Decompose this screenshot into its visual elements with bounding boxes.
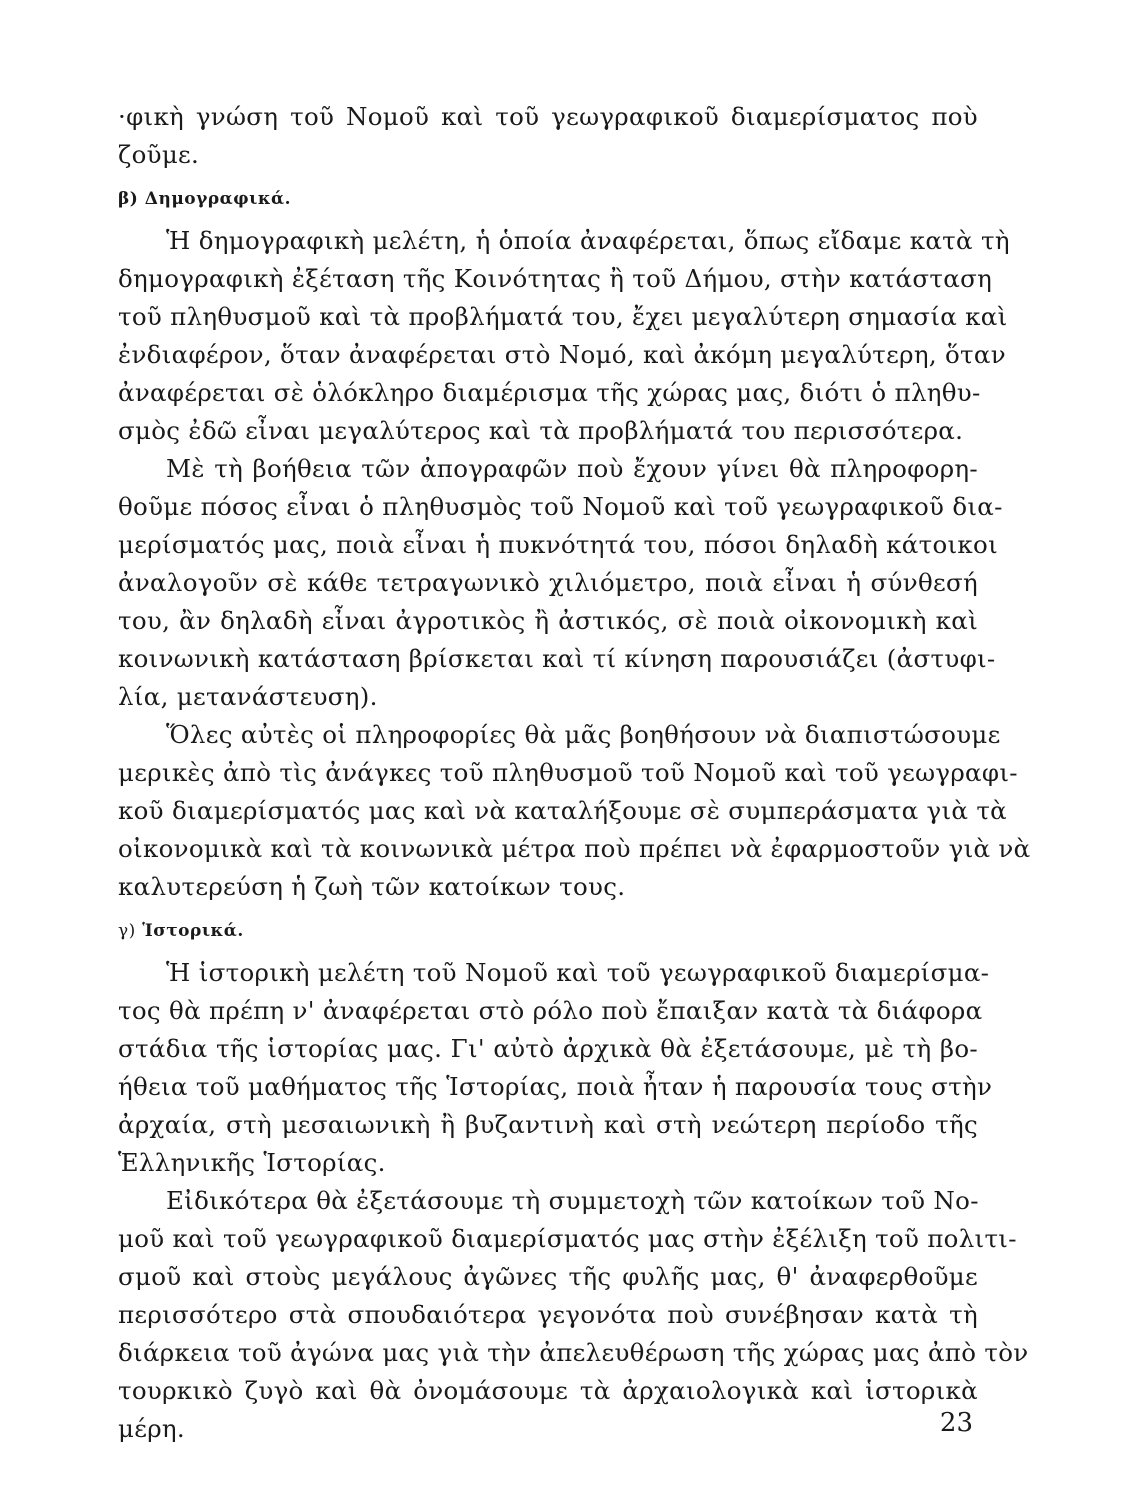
text-line: κοινωνικὴ κατάσταση βρίσκεται καὶ τί κίνηση παρουσιάζει (ἀστυφι- — [118, 644, 996, 673]
text-line: θοῦμε πόσος εἶναι ὁ πληθυσμὸς τοῦ Νομοῦ καὶ τοῦ γεωγραφικοῦ δια- — [118, 492, 1003, 521]
paragraph — [118, 1182, 1029, 1448]
section-heading-history — [118, 916, 978, 946]
text-line: τοῦ πληθυσμοῦ καὶ τὰ προβλήματά του, ἔχει μεγαλύτερη σημασία καὶ — [118, 302, 1008, 331]
page-body — [118, 98, 1031, 1448]
intro-paragraph — [118, 98, 978, 174]
page-number: 23 — [939, 1408, 973, 1438]
section-title: Δημογραφικά. — [144, 189, 292, 209]
paragraph — [118, 450, 1003, 716]
paragraph — [118, 954, 993, 1182]
text-line: ἀναφέρεται σὲ ὁλόκληρο διαμέρισμα τῆς χώρας μας, διότι ὁ πληθυ- — [118, 378, 981, 407]
section-label: γ) — [118, 921, 136, 941]
text-line: κοῦ διαμερίσματός μας καὶ νὰ καταλήξουμε σὲ συμπεράσματα γιὰ τὰ — [118, 796, 1008, 825]
section-label: β) — [118, 189, 139, 209]
text-line: στάδια τῆς ἱστορίας μας. Γι' αὐτὸ ἀρχικὰ θὰ ἐξετάσουμε, μὲ τὴ βο- — [118, 1034, 978, 1063]
text-line: μερικὲς ἀπὸ τὶς ἀνάγκες τοῦ πληθυσμοῦ τοῦ Νομοῦ καὶ τοῦ γεωγραφι- — [118, 758, 1018, 787]
text-line: μερίσματός μας, ποιὰ εἶναι ἡ πυκνότητά του, πόσοι δηλαδὴ κάτοικοι — [118, 530, 999, 559]
text-line: λία, μετανάστευση). — [118, 682, 378, 711]
text-line: ἀρχαία, στὴ μεσαιωνικὴ ἢ βυζαντινὴ καὶ στὴ νεώτερη περίοδο τῆς — [118, 1110, 978, 1139]
text-line: οἰκονομικὰ καὶ τὰ κοινωνικὰ μέτρα ποὺ πρέπει νὰ ἐφαρμοστοῦν γιὰ νὰ — [118, 834, 1031, 863]
text-line: μοῦ καὶ τοῦ γεωγραφικοῦ διαμερίσματός μας στὴν ἐξέλιξη τοῦ πολιτι- — [118, 1224, 1017, 1253]
paragraph — [118, 222, 1010, 450]
text-line: τουρκικὸ ζυγὸ καὶ θὰ ὀνομάσουμε τὰ ἀρχαιολογικὰ καὶ ἱστορικὰ — [118, 1376, 978, 1405]
text-line: Ἑλληνικῆς Ἱστορίας. — [118, 1148, 386, 1177]
section-heading-demographics — [118, 184, 978, 214]
text-line: ήθεια τοῦ μαθήματος τῆς Ἱστορίας, ποιὰ ἦταν ἡ παρουσία τους στὴν — [118, 1072, 993, 1101]
text-line: περισσότερο στὰ σπουδαιότερα γεγονότα ποὺ συνέβησαν κατὰ τὴ — [118, 1300, 978, 1329]
text-line: δημογραφικὴ ἐξέταση τῆς Κοινότητας ἢ τοῦ Δήμου, στὴν κατάσταση — [118, 264, 993, 293]
text-line: Μὲ τὴ βοήθεια τῶν ἀπογραφῶν ποὺ ἔχουν γίνει θὰ πληροφορη- — [166, 454, 978, 483]
text-line: καλυτερεύση ἡ ζωὴ τῶν κατοίκων τους. — [118, 872, 626, 901]
text-line: ζοῦμε. — [118, 140, 200, 169]
text-line: Ὅλες αὐτὲς οἱ πληροφορίες θὰ μᾶς βοηθήσουν νὰ διαπιστώσουμε — [166, 720, 1001, 749]
text-line: τος θὰ πρέπη ν' ἀναφέρεται στὸ ρόλο ποὺ ἔπαιξαν κατὰ τὰ διάφορα — [118, 996, 983, 1025]
paragraph — [118, 716, 1031, 906]
text-line: ἐνδιαφέρον, ὅταν ἀναφέρεται στὸ Νομό, καὶ ἀκόμη μεγαλύτερη, ὅταν — [118, 340, 1006, 369]
text-line: Ἡ δημογραφικὴ μελέτη, ἡ ὁποία ἀναφέρεται, ὅπως εἴδαμε κατὰ τὴ — [166, 226, 1010, 255]
text-line: ·φικὴ γνώση τοῦ Νομοῦ καὶ τοῦ γεωγραφικοῦ διαμερίσματος ποὺ — [118, 102, 978, 131]
section-title: Ἱστορικά. — [142, 921, 244, 941]
text-line: σμοῦ καὶ στοὺς μεγάλους ἀγῶνες τῆς φυλῆς μας, θ' ἀναφερθοῦμε — [118, 1262, 978, 1291]
text-line: ἀναλογοῦν σὲ κάθε τετραγωνικὸ χιλιόμετρο, ποιὰ εἶναι ἡ σύνθεσή — [118, 568, 978, 597]
text-line: μέρη. — [118, 1414, 185, 1443]
text-line: του, ἂν δηλαδὴ εἶναι ἀγροτικὸς ἢ ἀστικός, σὲ ποιὰ οἰκονομικὴ καὶ — [118, 606, 978, 635]
text-line: Εἰδικότερα θὰ ἐξετάσουμε τὴ συμμετοχὴ τῶν κατοίκων τοῦ Νο- — [166, 1186, 979, 1215]
text-line: Ἡ ἱστορικὴ μελέτη τοῦ Νομοῦ καὶ τοῦ γεωγραφικοῦ διαμερίσμα- — [166, 958, 990, 987]
text-line: σμὸς ἐδῶ εἶναι μεγαλύτερος καὶ τὰ προβλήματά του περισσότερα. — [118, 416, 964, 445]
text-line: διάρκεια τοῦ ἀγώνα μας γιὰ τὴν ἀπελευθέρωση τῆς χώρας μας ἀπὸ τὸν — [118, 1338, 1029, 1367]
